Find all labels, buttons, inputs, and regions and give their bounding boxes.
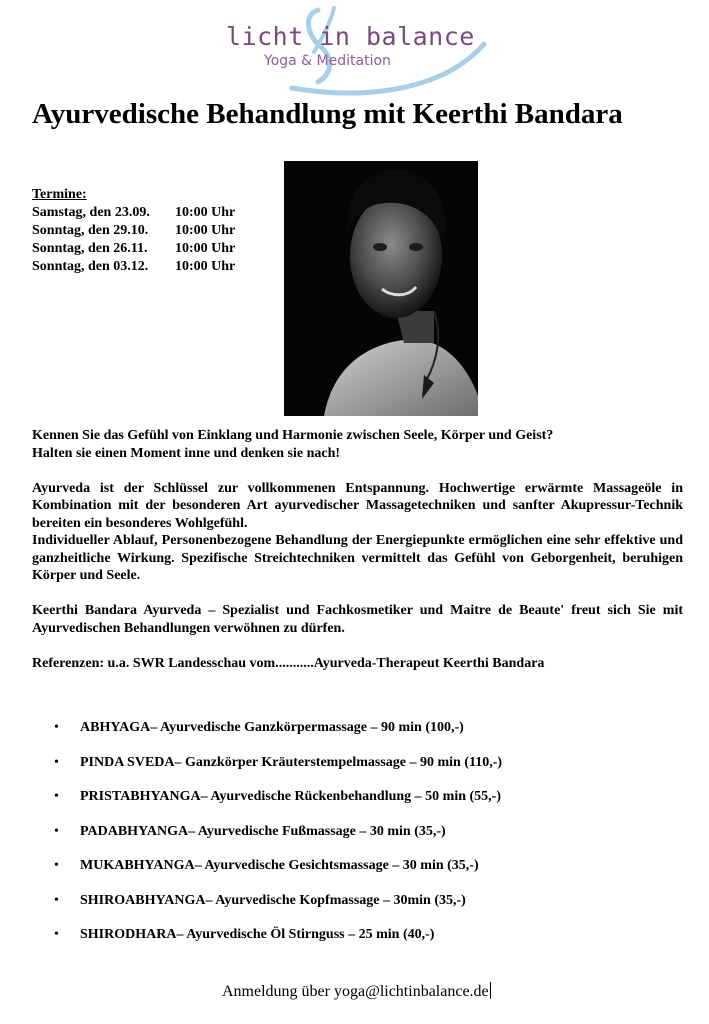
termine-time: 10:00 Uhr (175, 223, 236, 238)
treatment-desc: – Ayurvedische Öl Stirnguss – 25 min (40,-) (176, 927, 435, 942)
treatment-name: SHIRODHARA (80, 927, 177, 942)
treatment-name: PRISTABHYANGA (80, 789, 201, 804)
paragraph-3: Keerthi Bandara Ayurveda – Spezialist und Fachkosmetiker und Maitre de Beaute' freut sich Sie mit Ayurvedischen Behandlungen verwöhnen zu dürfen. (32, 603, 683, 636)
list-item (54, 755, 502, 790)
treatment-name: ABHYAGA (80, 720, 151, 735)
treatment-desc: – Ayurvedische Fußmassage – 30 min (35,-) (188, 823, 446, 839)
registration-text[interactable]: Anmeldung über yoga@lichtinbalance.de (222, 983, 489, 1000)
paragraph-2: Individueller Ablauf, Personenbezogene Behandlung der Energiepunkte ermöglichen eine sehr effektive und ganzheitliche Wirkung. Spezifische Streichtechniken vermittelt das Gefühl von Geborgenheit, beruhigen Körper und Seele. (32, 533, 683, 583)
main-text (32, 427, 683, 672)
page-title: Ayurvedische Behandlung mit Keerthi Bandara (32, 98, 623, 130)
treatment-name: PINDA SVEDA (80, 754, 175, 770)
treatment-desc: – Ayurvedische Gesichtsmassage – 30 min (35,-) (194, 858, 479, 873)
registration-line[interactable] (222, 982, 491, 1001)
text-cursor (490, 982, 491, 999)
bullet-icon: • (54, 858, 59, 873)
bullet-icon: • (54, 823, 59, 839)
list-item (54, 720, 502, 755)
termine-row (32, 222, 235, 240)
treatment-desc: – Ayurvedische Ganzkörpermassage – 90 min (100,-) (150, 720, 464, 735)
references: Referenzen: u.a. SWR Landesschau vom...........Ayurveda-Therapeut Keerthi Bandara (32, 655, 545, 671)
termine-day: Sonntag, den 26.11. (32, 241, 148, 256)
treatment-desc: – Ganzkörper Kräuterstempelmassage – 90 min (110,-) (174, 754, 503, 770)
list-item (54, 893, 502, 928)
intro-line-1: Kennen Sie das Gefühl von Einklang und Harmonie zwischen Seele, Körper und Geist? (32, 428, 554, 443)
treatment-desc: – Ayurvedische Rückenbehandlung – 50 min (55,-) (200, 789, 501, 804)
termine-heading: Termine: (32, 187, 87, 202)
portrait-photo (284, 161, 478, 416)
treatment-name: PADABHYANGA (80, 823, 189, 839)
logo-sub-text: Yoga & Meditation (264, 53, 391, 69)
termine-day: Sonntag, den 03.12. (32, 259, 149, 274)
list-item (54, 927, 502, 962)
portrait-illustration (284, 161, 478, 416)
treatment-name: SHIROABHYANGA (80, 892, 206, 908)
bullet-icon: • (54, 892, 59, 908)
logo-main-text: licht in balance (226, 22, 475, 51)
bullet-icon: • (54, 789, 59, 804)
treatment-desc: – Ayurvedische Kopfmassage – 30min (35,-) (205, 892, 466, 908)
termine-row (32, 204, 235, 222)
termine-day: Samstag, den 23.09. (32, 205, 150, 220)
list-item (54, 789, 502, 824)
treatment-name: MUKABHYANGA (80, 858, 195, 873)
list-item (54, 858, 502, 893)
bullet-icon: • (54, 754, 59, 770)
termine-time: 10:00 Uhr (175, 205, 236, 220)
termine-section (32, 186, 235, 276)
termine-row (32, 240, 235, 258)
termine-time: 10:00 Uhr (175, 241, 236, 256)
bullet-icon: • (54, 720, 59, 735)
treatment-list (54, 720, 502, 962)
termine-row (32, 258, 235, 276)
bullet-icon: • (54, 927, 59, 942)
logo (222, 4, 490, 96)
termine-time: 10:00 Uhr (175, 259, 236, 274)
intro-line-2: Halten sie einen Moment inne und denken sie nach! (32, 445, 341, 461)
list-item (54, 824, 502, 859)
paragraph-1: Ayurveda ist der Schlüssel zur vollkommenen Entspannung. Hochwertige erwärmte Massageöle in Kombination mit der besonderen Art ayurvedischer Massagetechniken und sanfter Akupressur-Technik bereiten ein besonderes Wohlgefühl. (32, 480, 683, 531)
termine-day: Sonntag, den 29.10. (32, 223, 149, 238)
